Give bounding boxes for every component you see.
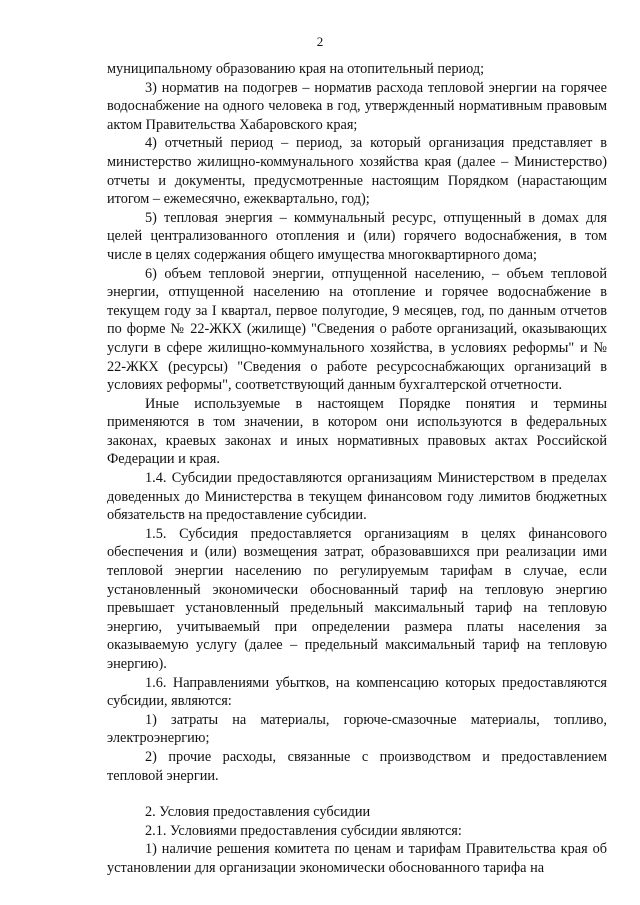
paragraph-1-6-item-1: 1) затраты на материалы, горюче-смазочные материалы, топливо, электроэнергию; [107, 711, 607, 747]
document-body [107, 60, 607, 878]
paragraph-1-5: 1.5. Субсидия предоставляется организациям в целях финансового обеспечения и (или) возмещения затрат, образовавшихся при реализации ими тепловой энергии населению по регулируемым тарифам в случае, если установленный экономически обоснованный тариф на тепловую энергию превышает установленный предельный максимальный тариф на тепловую энергию, учитываемый при определении размера платы населения за оказываемую услугу (далее – предельный максимальный тариф на тепловую энергию). [107, 525, 607, 672]
paragraph-definition-5: 5) тепловая энергия – коммунальный ресурс, отпущенный в домах для целей централизованного отопления и (или) горячего водоснабжения, в том числе в целях содержания общего имущества многоквартирного дома; [107, 209, 607, 263]
paragraph-definition-3: 3) норматив на подогрев – норматив расхода тепловой энергии на горячее водоснабжение на одного человека в год, утвержденный нормативным правовым актом Правительства Хабаровского края; [107, 79, 607, 133]
paragraph-1-4: 1.4. Субсидии предоставляются организациям Министерством в пределах доведенных до Министерства в текущем финансовом году лимитов бюджетных обязательств на предоставление субсидии. [107, 470, 607, 524]
paragraph-other-terms: Иные используемые в настоящем Порядке понятия и термины применяются в том значении, в котором они используются в федеральных законах, краевых законах и иных нормативных правовых актах Российской Федерации и края. [107, 395, 607, 468]
paragraph-1-6-item-2: 2) прочие расходы, связанные с производством и предоставлением тепловой энергии. [107, 748, 607, 784]
page-number: 2 [316, 34, 324, 49]
paragraph-1-6: 1.6. Направлениями убытков, на компенсацию которых предоставляются субсидии, являются: [107, 674, 607, 710]
paragraph-definition-6: 6) объем тепловой энергии, отпущенной населению, – объем тепловой энергии, отпущенной населению на отопление и горячее водоснабжение в текущем году за I квартал, первое полугодие, 9 месяцев, год, по данным отчетов по форме № 22-ЖКХ (жилище) "Сведения о работе организаций, оказывающих услуги в сфере жилищно-коммунального хозяйства, в условиях реформы" и № 22-ЖКХ (ресурсы) "Сведения о работе ресурсоснабжающих организаций в условиях реформы", соответствующий данным бухгалтерской отчетности. [107, 265, 607, 394]
paragraph-2-1-item-1: 1) наличие решения комитета по ценам и тарифам Правительства края об установлении для организации экономически обоснованного тарифа на [107, 841, 607, 876]
paragraph-2-1: 2.1. Условиями предоставления субсидии являются: [145, 822, 462, 839]
paragraph-definition-4: 4) отчетный период – период, за который организация представляет в министерство жилищно-коммунального хозяйства края (далее – Министерство) отчеты и документы, предусмотренные настоящим Порядком (нарастающим итогом – ежемесячно, ежеквартально, год); [107, 135, 607, 208]
section-heading-2: 2. Условия предоставления субсидии [145, 804, 371, 821]
paragraph-continuation: муниципальному образованию края на отопительный период; [107, 61, 485, 77]
